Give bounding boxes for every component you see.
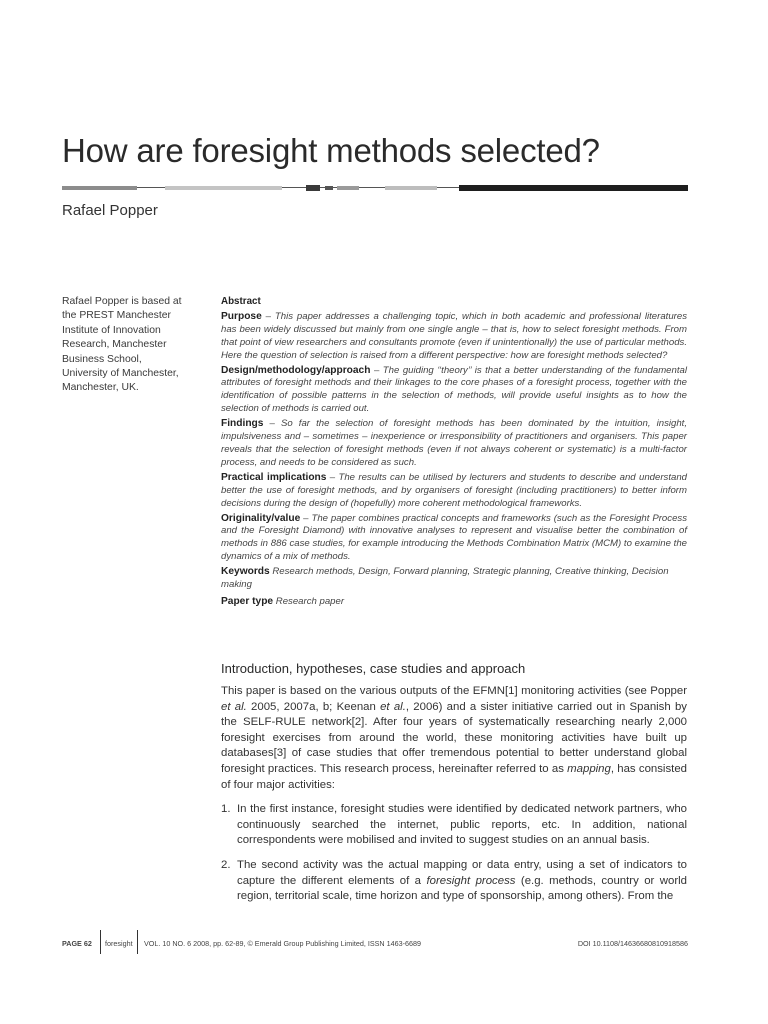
citation: VOL. 10 NO. 6 2008, pp. 62-89, © Emerald Group Publishing Limited, ISSN 1463-6689	[144, 939, 421, 948]
author-affiliation: Rafael Popper is based at the PREST Manchester Institute of Innovation Research, Manchester Business School, University of Manchester, Manchester, UK.	[62, 296, 182, 394]
footer-divider	[137, 930, 138, 954]
article-title: How are foresight methods selected?	[62, 132, 600, 169]
abstract-practical-implications: Practical implications – The results can be utilised by lecturers and students to describe and understand better the use of foresight methods, and by organisers of foresight (including practitioners) to better inform decisions during the design of (hopefully) more coherent methodological frameworks.	[221, 471, 687, 509]
list-item: 2. The second activity was the actual mapping or data entry, using a set of indicators to capture the different elements of a foresight process (e.g. methods, country or world region, territorial scale, time horizon and type of sponsorship, among others). From the	[221, 858, 687, 903]
abstract	[221, 296, 687, 611]
intro-paragraph: This paper is based on the various outputs of the EFMN[1] monitoring activities (see Popper et al. 2005, 2007a, b; Keenan et al., 2006) and a sister initiative carried out in Spanish by the SELF-RULE network[2]. After four years of systematically researching nearly 2,000 foresight exercises from around the world, these monitoring activities have built up databases[3] of case studies that offer tremendous potential to better understand global foresight practices. This research process, hereinafter referred to as mapping, has consisted of four major activities:	[221, 685, 687, 791]
journal-name: foresight	[105, 939, 133, 948]
section-body	[221, 684, 687, 914]
decorative-title-rule	[62, 184, 688, 192]
section-heading: Introduction, hypotheses, case studies and approach	[221, 661, 526, 676]
author-name: Rafael Popper	[62, 202, 158, 219]
abstract-findings: Findings – So far the selection of foresight methods has been dominated by the intuition, insight, impulsiveness and – sometimes – inexperience or irresponsibility of practitioners and organisers. This paper reveals that the selection of foresight methods (even if not always coherent or systematic) is a multi-factor process, and needs to be considered as such.	[221, 418, 688, 468]
footer-divider	[100, 930, 101, 954]
page-number: PAGE 62	[62, 939, 92, 948]
list-item: 1. In the first instance, foresight studies were identified by dedicated network partners, who continuously searched the internet, public reports, etc. In addition, national correspondents were mobilised and invited to suggest studies on an annual basis.	[221, 803, 687, 847]
abstract-paper-type: Paper type Research paper	[221, 595, 345, 607]
abstract-heading: Abstract	[221, 296, 261, 307]
activity-list	[221, 802, 687, 905]
abstract-purpose: Purpose – This paper addresses a challenging topic, which in both academic and professional literatures has been widely discussed but mainly from one single angle – that is, how to select foresight methods. From that point of view researchers and consultants promote (even if unintentionally) the use of particular methods. Here the question of selection is raised from a different perspective: how are foresight methods selected?	[221, 310, 687, 361]
abstract-keywords: Keywords Research methods, Design, Forward planning, Strategic planning, Creative thinking, Decision making	[221, 566, 669, 591]
doi: DOI 10.1108/14636680810918586	[577, 939, 688, 948]
abstract-originality: Originality/value – The paper combines practical concepts and frameworks (such as the Foresight Process and the Foresight Diamond) with innovative analyses to represent and visualise better the combination of methods in 886 case studies, for example introducing the Methods Combination Matrix (MCM) to examine the dynamics of a mix of methods.	[221, 512, 687, 563]
page-footer	[62, 930, 688, 954]
abstract-design: Design/methodology/approach – The guiding ‘‘theory’’ is that a better understanding of the fundamental attributes of foresight methods and their linkages to the core phases of a foresight process, together with the identification of possible patterns in the selection of methods, will provide useful insights as to how the selection of methods is carried out.	[221, 364, 687, 415]
